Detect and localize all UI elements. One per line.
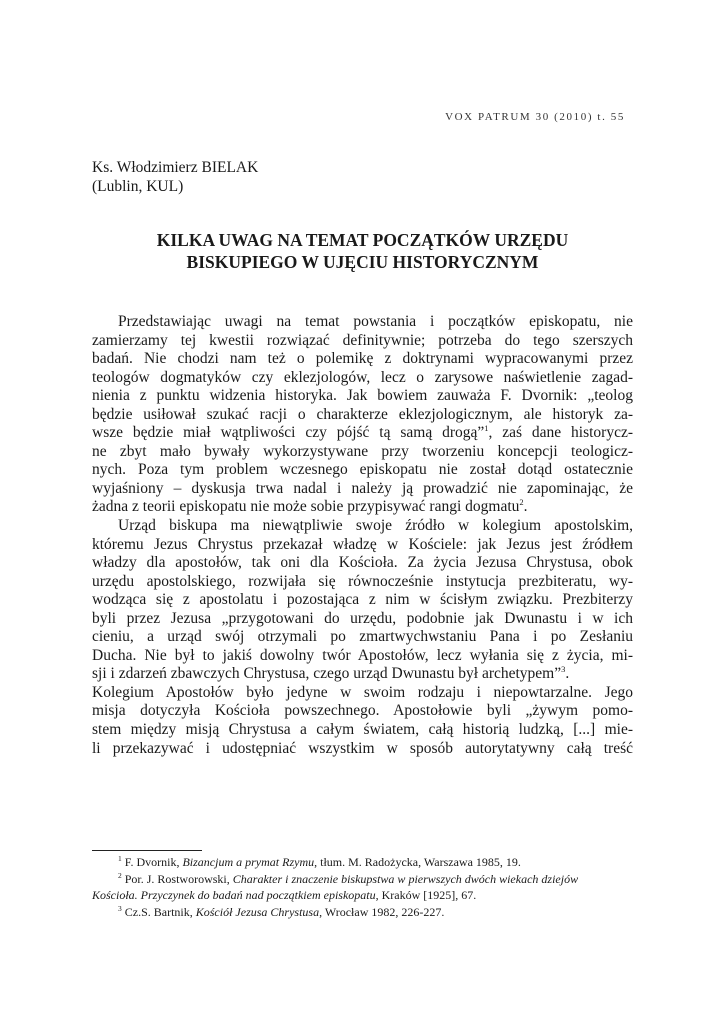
body-text: wsze będzie miał wątpliwości czy pójść tą samą drogą”	[92, 424, 485, 442]
footnote-3	[92, 904, 633, 921]
footnote-work-title: Bizancjum a prymat Rzymu	[182, 855, 315, 869]
body-text: , zaś dane historycz-	[488, 424, 633, 442]
body-line: urzędu apostolskiego, rozwijała się równocześnie instytucja prezbiteratu, wy-	[92, 572, 633, 590]
body-line: zamierzamy tej kwestii rozwiązać definitywnie; potrzeba do tego szerszych	[92, 331, 633, 349]
footnote-number: 3	[118, 903, 122, 913]
body-text: żadna z teorii episkopatu nie może sobie przypisywać rangi dogmatu	[92, 498, 520, 516]
title-line: KILKA UWAG NA TEMAT POCZĄTKÓW URZĘDU	[156, 230, 569, 250]
body-line: nych. Poza tym problem wczesnego episkopatu nie został dotąd ostatecznie	[92, 461, 633, 479]
body-line	[92, 424, 633, 443]
body-line: któremu Jezus Chrystus przekazał władzę w Kościele: jak Jezus jest źródłem	[92, 535, 633, 553]
body-line: wodząca się z apostolatu i pozostająca z nim w ścisłym związku. Prezbiterzy	[92, 591, 633, 609]
body-line: li przekazywać i udostępniać wszystkim w sposób autorytatywny całą treść	[92, 739, 633, 757]
footnote-text: , Kraków [1925], 67.	[375, 888, 477, 902]
author-affiliation: (Lublin, KUL)	[92, 178, 184, 195]
body-line	[92, 498, 633, 517]
body-line: władzy dla apostołów, tak oni dla Kościoła. Za życia Jezusa Chrystusa, obok	[92, 554, 633, 572]
footnote-text: , Wrocław 1982, 226-227.	[319, 904, 445, 919]
body-line: cieniu, a urząd swój otrzymali po zmartwychwstaniu Pana i po Zesłaniu	[92, 628, 633, 646]
body-line	[92, 665, 633, 684]
body-line: Kolegium Apostołów było jedyne w swoim rodzaju i niepowtarzalne. Jego	[92, 683, 633, 701]
footnote-text: , tłum. M. Radożycka, Warszawa 1985, 19.	[314, 855, 521, 869]
footnote-rule	[92, 850, 202, 851]
title-line: BISKUPIEGO W UJĘCIU HISTORYCZNYM	[186, 252, 539, 272]
footnote-text: Cz.S. Bartnik,	[124, 904, 196, 919]
body-line: będzie usiłował szukać racji o charakterze eklezjologicznym, ale historyk za-	[92, 405, 633, 423]
body-text: .	[523, 498, 528, 516]
footnote-2	[92, 871, 633, 888]
article-body	[92, 313, 633, 758]
body-line: badań. Nie chodzi nam też o polemikę z doktrynami wypracowanymi przez	[92, 350, 633, 368]
body-line: teologów dogmatyków czy eklezjologów, lecz o zarysowe naświetlenie zagad-	[92, 368, 633, 386]
footnote-2-continued	[92, 887, 633, 904]
body-line: ne zbyt mało bywały wykorzystywane przy tworzeniu koncepcji teologicz-	[92, 442, 633, 460]
body-line: misja dotyczyła Kościoła powszechnego. Apostołowie byli „żywym pomo-	[92, 702, 633, 720]
body-text: .	[565, 665, 570, 683]
footnote-1	[92, 854, 633, 871]
footnote-number: 1	[118, 854, 122, 863]
footnotes	[92, 854, 633, 920]
footnote-work-title: Kościół Jezusa Chrystusa	[195, 904, 320, 919]
body-line: Przedstawiając uwagi na temat powstania i początków episkopatu, nie	[118, 313, 633, 330]
body-text: sji i zdarzeń zbawczych Chrystusa, czego urząd Dwunastu był archetypem”	[92, 665, 562, 683]
footnote-work-title: Kościoła. Przyczynek do badań nad początkiem episkopatu	[92, 888, 376, 902]
footnote-ref[interactable]: 3	[561, 665, 566, 675]
body-line: wyjaśniony – dyskusja trwa nadal i należy ją prowadzić nie zapominając, że	[92, 479, 633, 497]
article-title	[92, 229, 633, 273]
body-line: Urząd biskupa ma niewątpliwie swoje źródło w kolegium apostolskim,	[118, 517, 633, 535]
running-head: VOX PATRUM 30 (2010) t. 55	[445, 111, 625, 123]
footnote-ref[interactable]: 1	[484, 424, 489, 434]
body-line: stem między misją Chrystusa a całym światem, całą historią ludzką, [...] mie-	[92, 721, 633, 739]
body-line: nienia z punktu widzenia historyka. Jak bowiem zauważa F. Dvornik: „teolog	[92, 387, 633, 405]
author-name: Ks. Włodzimierz BIELAK	[92, 159, 259, 176]
body-line: byli przez Jezusa „przygotowani do urzędu, podobnie jak Dwunastu i w ich	[92, 609, 633, 627]
footnote-text: F. Dvornik,	[124, 855, 183, 869]
footnote-number: 2	[118, 870, 122, 880]
footnote-ref[interactable]: 2	[519, 498, 524, 508]
footnote-text: Por. J. Rostworowski,	[124, 871, 233, 886]
body-line: Ducha. Nie był to jakiś dowolny twór Apostołów, lecz wyłania się z życia, mi-	[92, 646, 633, 664]
footnote-work-title: Charakter i znaczenie biskupstwa w pierwszych dwóch wiekach dziejów	[232, 871, 579, 886]
